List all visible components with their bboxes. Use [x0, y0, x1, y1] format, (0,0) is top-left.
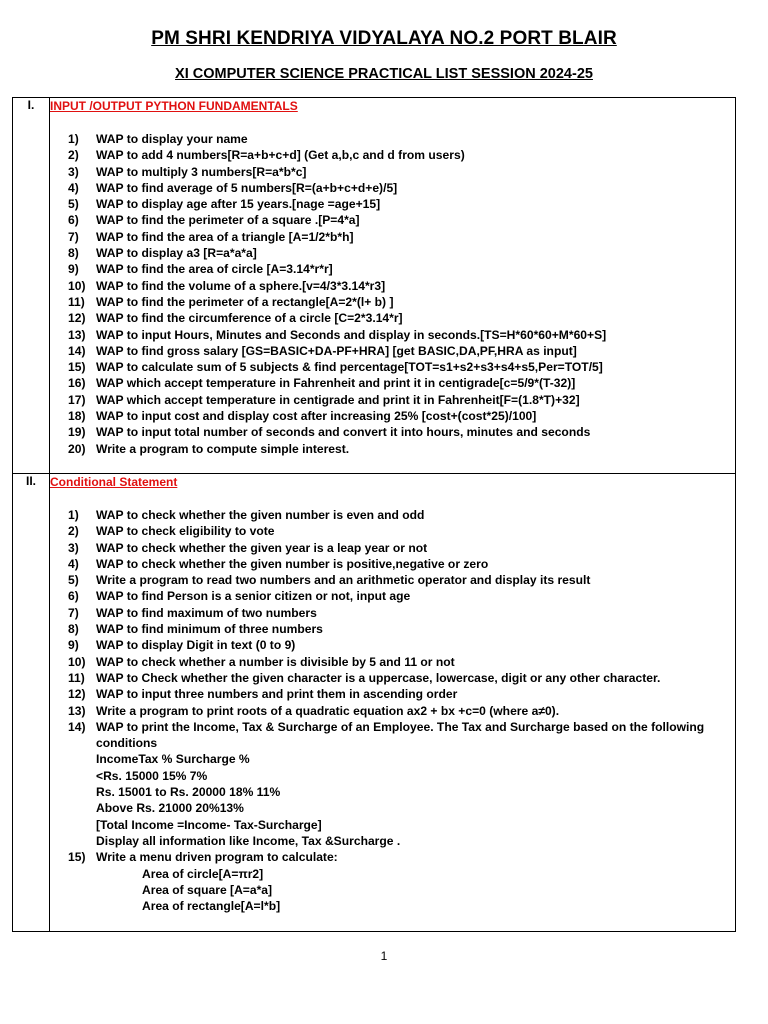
program-item	[50, 637, 735, 653]
program-item	[50, 686, 735, 702]
item-text: WAP to add 4 numbers[R=a+b+c+d] (Get a,b,c and d from users)	[96, 148, 465, 163]
item-text: WAP to find Person is a senior citizen or not, input age	[96, 589, 411, 604]
menu-option-line: Area of rectangle[A=l*b]	[142, 899, 281, 914]
item-text: WAP to find the perimeter of a rectangle[A=2*(l+ b) ]	[96, 294, 394, 309]
item-number: 11)	[68, 294, 85, 309]
item-detail-line: Display all information like Income, Tax &Surcharge .	[96, 833, 401, 848]
item-text: WAP to find the volume of a sphere.[v=4/3*3.14*r3]	[96, 278, 386, 293]
item-text: WAP to find the perimeter of a square .[P=4*a]	[96, 213, 360, 228]
item-text: WAP to display Digit in text (0 to 9)	[96, 638, 296, 653]
item-number: 5)	[68, 573, 79, 588]
program-item	[50, 327, 735, 343]
item-text: WAP which accept temperature in centigrade and print it in Fahrenheit[F=(1.8*T)+32]	[96, 392, 580, 407]
section-heading: Conditional Statement	[50, 475, 178, 489]
program-item	[50, 670, 735, 686]
program-item	[50, 424, 735, 440]
item-text: WAP to display age after 15 years.[nage =age+15]	[96, 197, 381, 212]
program-item	[50, 343, 735, 359]
item-number: 15)	[68, 360, 86, 375]
practical-list-table	[12, 97, 736, 932]
item-text: WAP to find minimum of three numbers	[96, 622, 323, 637]
item-text: WAP to check whether a number is divisible by 5 and 11 or not	[96, 654, 455, 669]
program-item	[50, 654, 735, 670]
item-number: 8)	[68, 246, 79, 261]
section-numeral: II.	[13, 474, 50, 932]
item-text: WAP to find average of 5 numbers[R=(a+b+c+d+e)/5]	[96, 180, 398, 195]
item-number: 2)	[68, 148, 79, 163]
item-detail-line: IncomeTax % Surcharge %	[96, 752, 250, 767]
item-number: 7)	[68, 605, 79, 620]
item-detail-line: Above Rs. 21000 20%13%	[96, 801, 244, 816]
item-number: 4)	[68, 556, 79, 571]
program-item	[50, 605, 735, 621]
item-number: 10)	[68, 278, 86, 293]
item-number: 13)	[68, 327, 86, 342]
menu-option-line: Area of circle[A=πr2]	[142, 866, 264, 881]
program-item	[50, 441, 735, 457]
item-text: WAP to check whether the given number is even and odd	[96, 508, 425, 522]
item-number: 19)	[68, 425, 86, 440]
item-number: 9)	[68, 262, 79, 277]
item-text: WAP to find the area of circle [A=3.14*r*r]	[96, 262, 333, 277]
item-text: WAP to print the Income, Tax & Surcharge of an Employee. The Tax and Surcharge based on the following conditions	[96, 719, 705, 751]
item-number: 3)	[68, 164, 79, 179]
program-item	[50, 245, 735, 261]
program-item	[50, 556, 735, 572]
item-text: WAP which accept temperature in Fahrenheit and print it in centigrade[c=5/9*(T-32)]	[96, 376, 576, 391]
program-item	[50, 719, 735, 849]
item-number: 17)	[68, 392, 86, 407]
program-item	[50, 212, 735, 228]
item-text: WAP to calculate sum of 5 subjects & find percentage[TOT=s1+s2+s3+s4+s5,Per=TOT/5]	[96, 360, 603, 375]
item-number: 12)	[68, 687, 86, 702]
item-text: Write a program to print roots of a quadratic equation ax2 + bx +c=0 (where a≠0).	[96, 703, 560, 718]
page-number: 1	[380, 949, 388, 963]
program-item	[50, 261, 735, 277]
item-number: 14)	[68, 719, 86, 734]
item-number: 14)	[68, 343, 86, 358]
item-text: WAP to check whether the given year is a leap year or not	[96, 540, 428, 555]
item-detail-line: [Total Income =Income- Tax-Surcharge]	[96, 817, 322, 832]
program-item	[50, 294, 735, 310]
item-text: WAP to find maximum of two numbers	[96, 605, 317, 620]
item-text: WAP to find gross salary [GS=BASIC+DA-PF+HRA] [get BASIC,DA,PF,HRA as input]	[96, 343, 577, 358]
item-number: 13)	[68, 703, 86, 718]
program-item	[50, 849, 735, 914]
item-number: 3)	[68, 540, 79, 555]
program-item	[50, 310, 735, 326]
item-number: 15)	[68, 850, 86, 865]
section-heading: INPUT /OUTPUT PYTHON FUNDAMENTALS	[50, 99, 298, 113]
section-content	[50, 98, 736, 474]
program-item	[50, 229, 735, 245]
item-text: WAP to Check whether the given character is a uppercase, lowercase, digit or any other character.	[96, 670, 661, 685]
item-number: 10)	[68, 654, 86, 669]
item-number: 4)	[68, 180, 79, 195]
menu-option-line: Area of square [A=a*a]	[142, 882, 273, 897]
item-text: WAP to find the area of a triangle [A=1/2*b*h]	[96, 229, 354, 244]
item-number: 1)	[68, 132, 79, 146]
program-item	[50, 196, 735, 212]
program-item	[50, 164, 735, 180]
program-item	[50, 359, 735, 375]
item-number: 16)	[68, 376, 86, 391]
item-text: WAP to input cost and display cost after increasing 25% [cost+(cost*25)/100]	[96, 409, 537, 424]
program-item	[50, 572, 735, 588]
program-item	[50, 523, 735, 539]
item-text: WAP to input total number of seconds and convert it into hours, minutes and seconds	[96, 425, 591, 440]
item-number: 20)	[68, 441, 86, 456]
item-number: 18)	[68, 409, 86, 424]
item-detail-line: <Rs. 15000 15% 7%	[96, 768, 208, 783]
item-number: 8)	[68, 622, 79, 637]
item-number: 11)	[68, 670, 85, 685]
program-item	[50, 408, 735, 424]
program-item	[50, 588, 735, 604]
item-text: WAP to find the circumference of a circle [C=2*3.14*r]	[96, 311, 403, 326]
school-title: PM SHRI KENDRIYA VIDYALAYA NO.2 PORT BLAIR	[151, 28, 617, 49]
item-text: WAP to display your name	[96, 132, 248, 146]
program-list	[50, 507, 735, 914]
program-item	[50, 180, 735, 196]
program-item	[50, 507, 735, 523]
program-item	[50, 621, 735, 637]
program-item	[50, 131, 735, 147]
item-number: 5)	[68, 197, 79, 212]
item-number: 1)	[68, 508, 79, 522]
section-content	[50, 474, 736, 932]
program-item	[50, 375, 735, 391]
item-text: WAP to multiply 3 numbers[R=a*b*c]	[96, 164, 307, 179]
item-text: WAP to display a3 [R=a*a*a]	[96, 246, 257, 261]
item-number: 6)	[68, 213, 79, 228]
item-number: 9)	[68, 638, 79, 653]
item-detail-line: Rs. 15001 to Rs. 20000 18% 11%	[96, 785, 281, 800]
item-text: WAP to input Hours, Minutes and Seconds and display in seconds.[TS=H*60*60+M*60+S]	[96, 327, 607, 342]
item-number: 2)	[68, 524, 79, 539]
practical-list-subtitle: XI COMPUTER SCIENCE PRACTICAL LIST SESSION 2024-25	[175, 66, 593, 82]
item-number: 7)	[68, 229, 79, 244]
program-item	[50, 278, 735, 294]
program-item	[50, 540, 735, 556]
item-text: WAP to input three numbers and print them in ascending order	[96, 687, 458, 702]
item-text: Write a program to compute simple interest.	[96, 441, 350, 456]
program-list	[50, 131, 735, 457]
item-text: Write a program to read two numbers and an arithmetic operator and display its result	[96, 573, 591, 588]
section-row	[13, 474, 736, 932]
program-item	[50, 703, 735, 719]
item-text: WAP to check eligibility to vote	[96, 524, 275, 539]
section-row	[13, 98, 736, 474]
program-item	[50, 392, 735, 408]
item-text: WAP to check whether the given number is positive,negative or zero	[96, 556, 489, 571]
item-number: 12)	[68, 311, 86, 326]
program-item	[50, 147, 735, 163]
section-numeral: I.	[13, 98, 50, 474]
item-text: Write a menu driven program to calculate:	[96, 850, 338, 865]
item-number: 6)	[68, 589, 79, 604]
